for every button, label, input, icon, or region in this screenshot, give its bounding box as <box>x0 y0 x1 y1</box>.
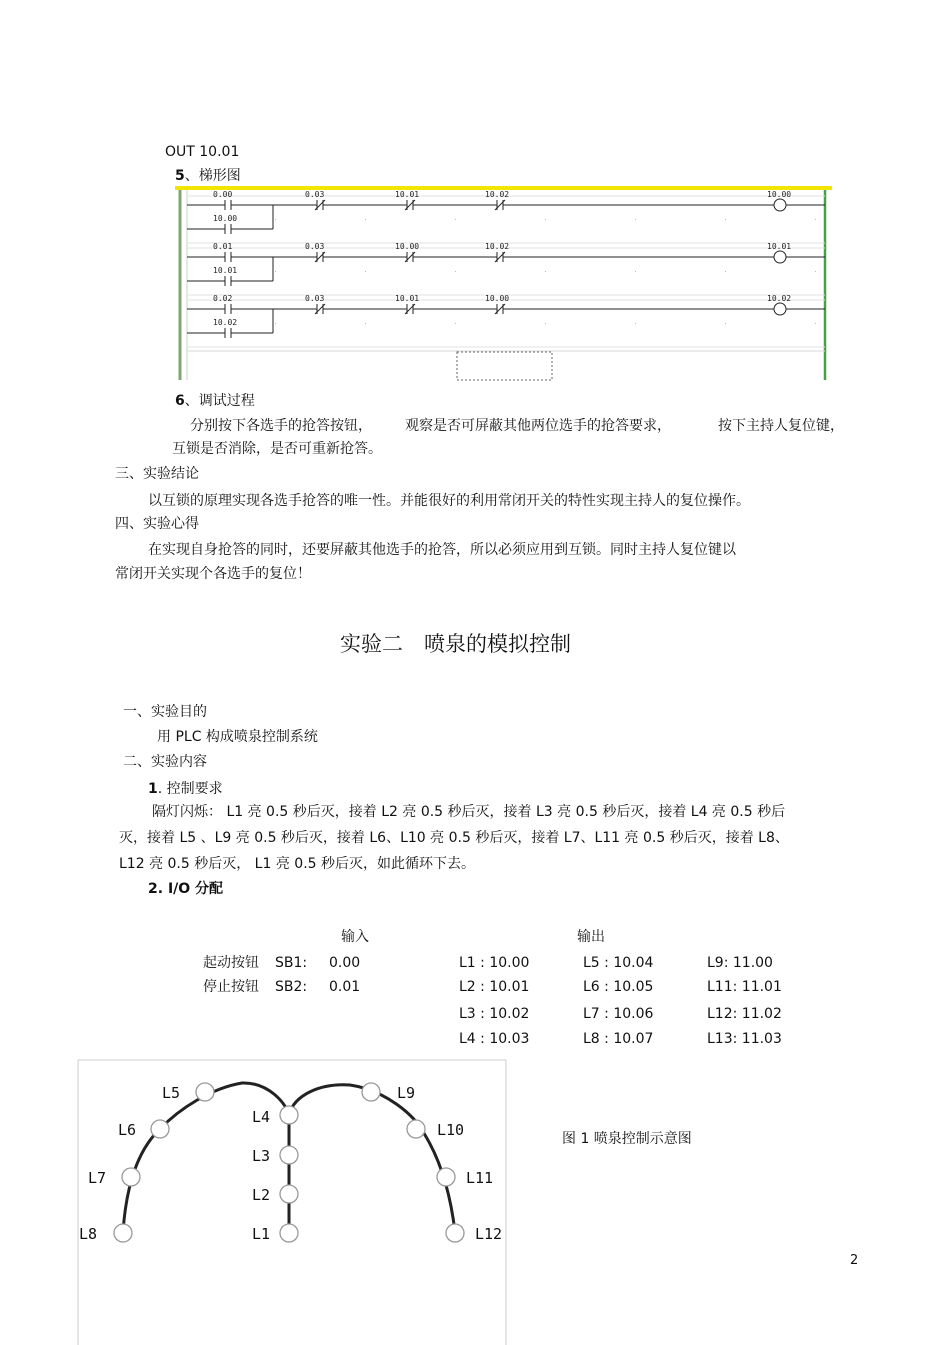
fountain-diagram <box>0 1055 520 1345</box>
lamp-label: L7 <box>88 1169 107 1187</box>
lamp-label: L2 <box>252 1186 271 1204</box>
experiment-2-title: 实验二 喷泉的模拟控制 <box>340 632 571 656</box>
lamp <box>362 1083 380 1101</box>
contact-label: 10.02 <box>213 318 238 327</box>
contact-label: 0.03 <box>305 242 325 251</box>
output-entry: L6 : 10.05 <box>583 979 654 995</box>
contact-label: 10.02 <box>485 242 510 251</box>
section-6-number: 6 <box>175 393 185 409</box>
contact-label: 10.01 <box>395 294 420 303</box>
output-entry: L7 : 10.06 <box>583 1006 654 1022</box>
insight-line-1: 在实现自身抢答的同时，还要屏蔽其他选手的抢答，所以必须应用到互锁。同时主持人复位键以 <box>148 542 736 558</box>
input-name: 起动按钮 <box>203 955 259 971</box>
control-line-1: 隔灯闪烁： L1 亮 0.5 秒后灭，接着 L2 亮 0.5 秒后灭，接着 L3 亮 0.5 秒后灭，接着 L4 亮 0.5 秒后 <box>152 804 786 820</box>
lamp <box>151 1120 169 1138</box>
io-title: . I/O 分配 <box>157 881 224 897</box>
control-title: . 控制要求 <box>157 781 223 797</box>
conclusion-heading: 三、实验结论 <box>115 466 199 482</box>
debug-part-1: 分别按下各选手的抢答按钮， <box>190 418 372 434</box>
contact-label: 0.03 <box>305 294 325 303</box>
contact-label: 0.03 <box>305 190 325 199</box>
lamp <box>280 1185 298 1203</box>
output-entry: L4 : 10.03 <box>459 1031 530 1047</box>
lamp <box>196 1083 214 1101</box>
lamp-label: L4 <box>252 1108 271 1126</box>
page-number: 2 <box>850 1253 859 1268</box>
contact-label: 10.02 <box>485 190 510 199</box>
output-entry: L3 : 10.02 <box>459 1006 530 1022</box>
insight-heading: 四、实验心得 <box>115 516 199 532</box>
contact-label: 10.01 <box>395 190 420 199</box>
lamp <box>437 1168 455 1186</box>
section-5-number: 5 <box>175 168 185 184</box>
output-entry: L5 : 10.04 <box>583 955 654 971</box>
lamp <box>280 1224 298 1242</box>
section-6-heading <box>175 392 255 410</box>
lamp <box>446 1224 464 1242</box>
output-entry: L2 : 10.01 <box>459 979 530 995</box>
control-heading <box>148 780 223 798</box>
control-line-2: 灭，接着 L5 、L9 亮 0.5 秒后灭，接着 L6、L10 亮 0.5 秒后灭，接着 L7、L11 亮 0.5 秒后灭，接着 L8、 <box>119 830 789 846</box>
contact-label: 0.02 <box>213 294 233 303</box>
control-line-3: L12 亮 0.5 秒后灭， L1 亮 0.5 秒后灭，如此循环下去。 <box>119 856 476 872</box>
purpose-heading: 一、实验目的 <box>123 704 207 720</box>
debug-part-3: 按下主持人复位键， <box>718 418 844 434</box>
contact-label: 10.00 <box>485 294 510 303</box>
lamp <box>407 1120 425 1138</box>
content-heading: 二、实验内容 <box>123 754 207 770</box>
lamp <box>280 1146 298 1164</box>
figure-caption: 图 1 喷泉控制示意图 <box>562 1131 692 1147</box>
contact-label: 0.00 <box>213 190 233 199</box>
lamp <box>280 1106 298 1124</box>
control-number: 1 <box>148 781 158 797</box>
output-entry: L1 : 10.00 <box>459 955 530 971</box>
output-coil <box>774 199 786 211</box>
output-coil <box>774 251 786 263</box>
input-addr: 0.01 <box>329 979 361 995</box>
lamp-label: L6 <box>118 1121 137 1139</box>
io-output-header: 输出 <box>577 929 605 945</box>
right-arc <box>289 1085 455 1232</box>
debug-line-2: 互锁是否消除，是否可重新抢答。 <box>172 441 382 457</box>
lamp-label: L9 <box>397 1084 416 1102</box>
input-addr: 0.00 <box>329 955 361 971</box>
lamp <box>114 1224 132 1242</box>
contact-label: 10.01 <box>213 266 238 275</box>
coil-label: 10.00 <box>767 190 792 199</box>
input-name: 停止按钮 <box>203 979 259 995</box>
lamp-label: L10 <box>437 1121 465 1139</box>
insight-line-2: 常闭开关实现个各选手的复位！ <box>115 566 311 582</box>
lamp-label: L8 <box>79 1225 98 1243</box>
input-code: SB2: <box>275 979 308 995</box>
purpose-text: 用 PLC 构成喷泉控制系统 <box>157 729 318 745</box>
output-entry: L12: 11.02 <box>707 1006 782 1022</box>
output-coil <box>774 303 786 315</box>
section-5-heading <box>175 167 241 185</box>
section-6-title: 、调试过程 <box>184 393 255 409</box>
section-5-title: 、梯形图 <box>184 168 241 184</box>
contact-label: 10.00 <box>213 214 238 223</box>
output-entry: L13: 11.03 <box>707 1031 782 1047</box>
debug-part-2: 观察是否可屏蔽其他两位选手的抢答要求， <box>405 418 671 434</box>
output-entry: L11: 11.01 <box>707 979 782 995</box>
input-code: SB1: <box>275 955 308 971</box>
contact-label: 10.00 <box>395 242 420 251</box>
lamp-label: L11 <box>466 1169 494 1187</box>
lamp-label: L5 <box>162 1084 181 1102</box>
coil-label: 10.02 <box>767 294 792 303</box>
code-line: OUT 10.01 <box>165 144 240 160</box>
lamp-label: L1 <box>252 1225 271 1243</box>
io-input-header: 输入 <box>341 929 369 945</box>
contact-label: 0.01 <box>213 242 233 251</box>
output-entry: L9: 11.00 <box>707 955 773 971</box>
lamp-label: L3 <box>252 1147 271 1165</box>
output-entry: L8 : 10.07 <box>583 1031 654 1047</box>
io-number: 2 <box>148 881 158 897</box>
ladder-diagram <box>175 186 832 382</box>
coil-label: 10.01 <box>767 242 792 251</box>
lamp-label: L12 <box>475 1225 503 1243</box>
lamp <box>122 1168 140 1186</box>
io-heading <box>148 880 223 898</box>
conclusion-text: 以互锁的原理实现各选手抢答的唯一性。并能很好的利用常闭开关的特性实现主持人的复位操作。 <box>148 493 750 509</box>
